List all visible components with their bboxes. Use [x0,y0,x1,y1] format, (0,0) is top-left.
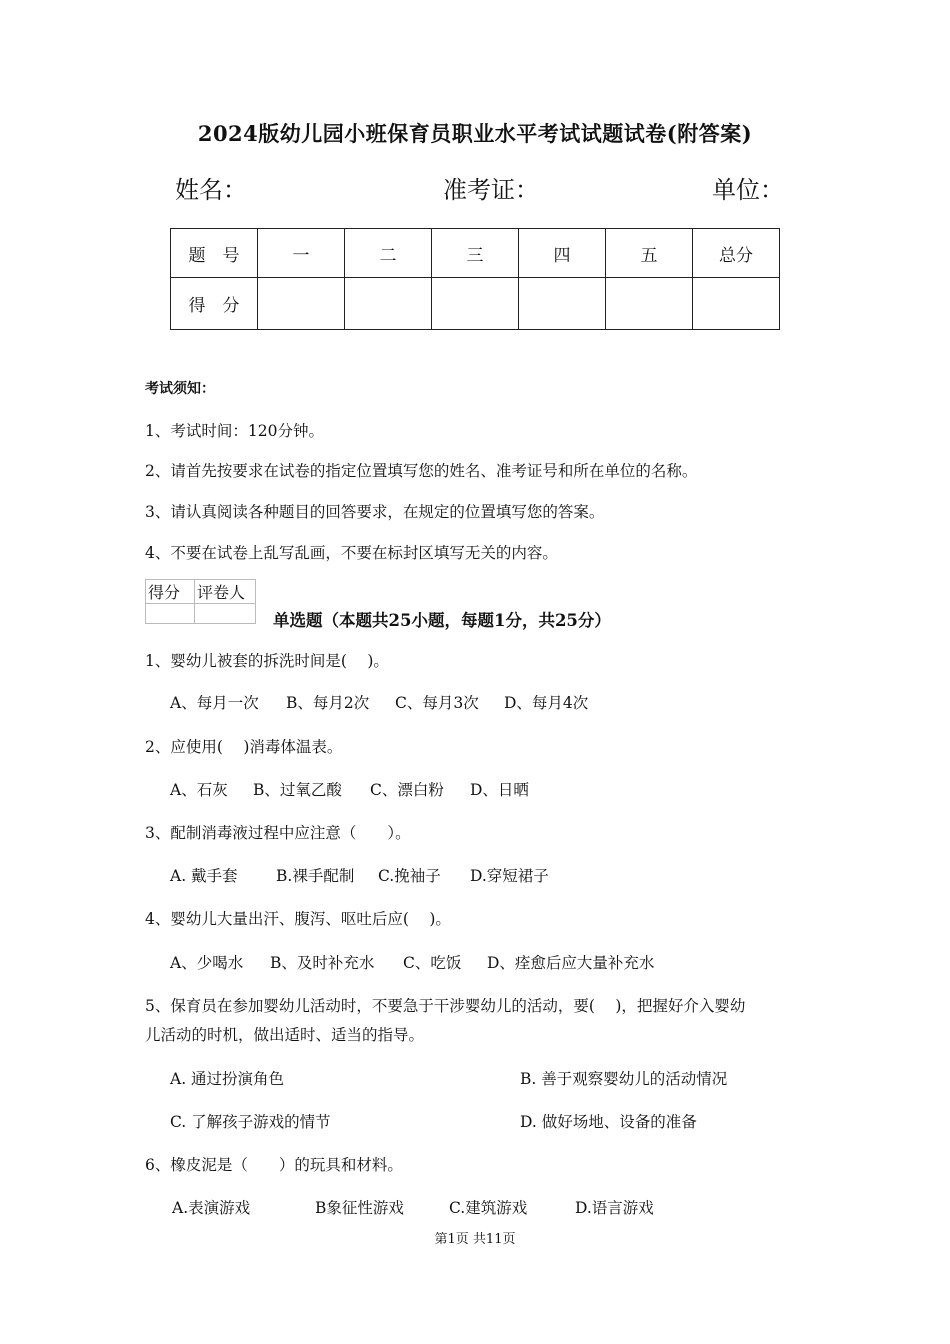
notice-heading: 考试须知： [145,381,215,397]
score-row-label: 得 分 [171,278,258,330]
score-table [170,228,780,330]
option: A.表演游戏 [172,1199,251,1217]
unit-field-label: 单位： [712,176,784,204]
page-title: 2024版幼儿园小班保育员职业水平考试试题试卷(附答案) [197,121,753,146]
notice-item: 2、请首先按要求在试卷的指定位置填写您的姓名、准考证号和所在单位的名称。 [145,462,698,480]
score-cell[interactable] [606,278,693,330]
question-text: 2、应使用( )消毒体温表。 [145,738,343,756]
option: C. 了解孩子游戏的情节 [170,1113,331,1131]
reviewer-name-label: 评卷人 [195,580,256,604]
question-text: 儿活动的时机，做出适时、适当的指导。 [145,1026,425,1044]
option: B、及时补充水 [270,954,375,972]
score-table-header-row [171,229,780,278]
option: C、漂白粉 [370,781,444,799]
exam-id-field-label: 准考证： [443,176,539,204]
option: A、石灰 [170,781,228,799]
score-cell[interactable] [258,278,345,330]
option: B象征性游戏 [315,1199,404,1217]
score-table-score-row [171,278,780,330]
option: A、每月一次 [170,694,259,712]
reviewer-score-cell[interactable] [146,604,195,624]
header-cell: 题 号 [171,229,258,278]
option: D. 做好场地、设备的准备 [520,1113,697,1131]
header-cell: 三 [432,229,519,278]
score-cell[interactable] [519,278,606,330]
option: D.穿短裙子 [470,867,549,885]
page-footer: 第1页 共11页 [434,1232,516,1247]
reviewer-box [145,579,256,624]
option: D、痊愈后应大量补充水 [487,954,655,972]
option: B、每月2次 [286,694,370,712]
option: A. 通过扮演角色 [170,1070,285,1088]
score-cell[interactable] [693,278,780,330]
option: B. 善于观察婴幼儿的活动情况 [520,1070,728,1088]
option: C、吃饭 [403,954,462,972]
option: C.建筑游戏 [449,1199,528,1217]
option: A. 戴手套 [170,867,238,885]
score-cell[interactable] [345,278,432,330]
header-cell: 二 [345,229,432,278]
name-field-label: 姓名： [175,176,247,204]
question-text: 4、婴幼儿大量出汗、腹泻、呕吐后应( )。 [145,910,451,928]
option: B.裸手配制 [276,867,355,885]
notice-item: 1、考试时间：120分钟。 [145,422,324,440]
score-cell[interactable] [432,278,519,330]
option: D、日晒 [470,781,529,799]
section-title: 单选题（本题共25小题，每题1分，共25分） [273,611,611,630]
option: A、少喝水 [170,954,244,972]
option: B、过氧乙酸 [253,781,342,799]
reviewer-name-cell[interactable] [195,604,256,624]
header-cell: 五 [606,229,693,278]
option: D.语言游戏 [575,1199,654,1217]
option: C、每月3次 [395,694,479,712]
header-cell: 一 [258,229,345,278]
question-text: 5、保育员在参加婴幼儿活动时，不要急于干涉婴幼儿的活动，要( )，把握好介入婴幼 [145,997,746,1015]
reviewer-score-label: 得分 [146,580,195,604]
question-text: 6、橡皮泥是（ ）的玩具和材料。 [145,1156,403,1174]
option: D、每月4次 [504,694,589,712]
option: C.挽袖子 [378,867,441,885]
header-cell: 四 [519,229,606,278]
question-text: 1、婴幼儿被套的拆洗时间是( )。 [145,652,389,670]
notice-item: 4、不要在试卷上乱写乱画，不要在标封区填写无关的内容。 [145,544,558,562]
notice-item: 3、请认真阅读各种题目的回答要求，在规定的位置填写您的答案。 [145,503,605,521]
header-cell: 总分 [693,229,780,278]
question-text: 3、配制消毒液过程中应注意（ ）。 [145,824,411,842]
